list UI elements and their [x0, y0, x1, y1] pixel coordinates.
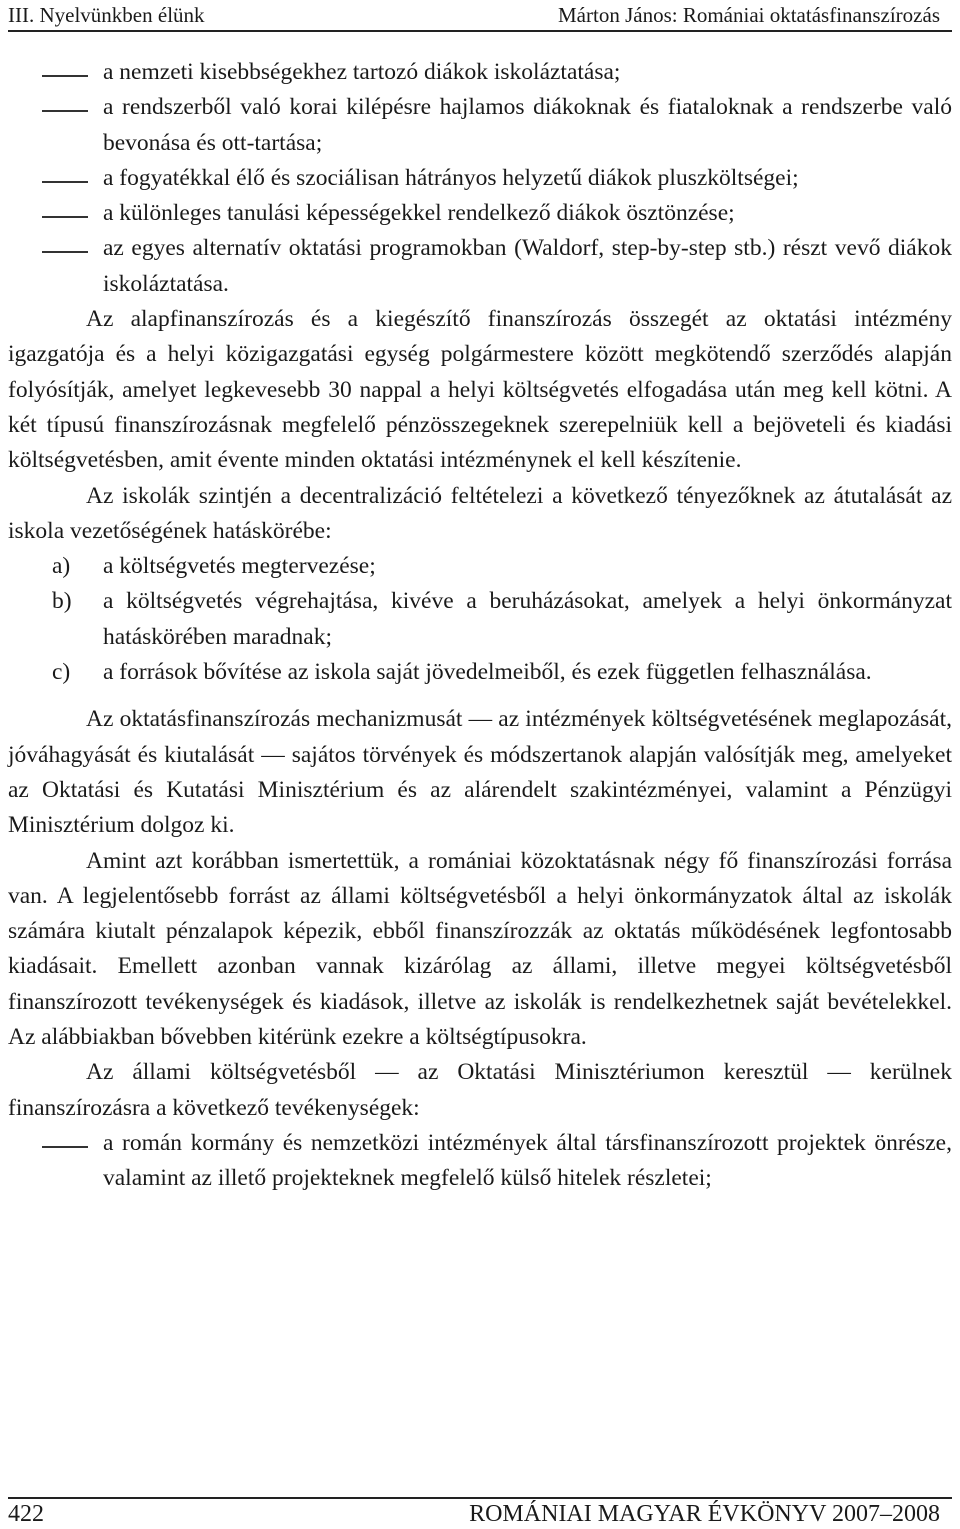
- paragraph: Az oktatásfinanszírozás mechanizmusát — az intézmények költségvetésének meglapozását, jóváhagyását és kiutalását — sajátos törvények és módszertanok alapján valósítják meg, amelyeket az Oktatási és Kutatási Minisztérium és az alárendelt szakintézményei, valamint a Pénzügyi Minisztérium dolgoz ki.: [8, 706, 952, 839]
- paragraph: Amint azt korábban ismertettük, a romániai közoktatásnak négy fő finanszírozási forrása van. A legjelentősebb forrást az állami költségvetésből a helyi önkormányzatok által az iskolák számára kiutalt pénzalapok képezik, ebből finanszírozzák az oktatás működésének legfontosabb kiadásait. Emellett azonban vannak kizárólag az állami, illetve megyei költségvetésből finanszírozott tevékenységek és kiadások, illetve az iskolák is rendelkezhetnek saját bevételekkel. Az alábbiakban bővebben kitérünk ezekre a költségtípusokra.: [8, 847, 952, 1051]
- list-item: [8, 1126, 952, 1197]
- list-item: [8, 655, 952, 690]
- list-item-text: a nemzeti kisebbségekhez tartozó diákok iskoláztatása;: [103, 59, 621, 85]
- list-item: [8, 90, 952, 161]
- list-item-text: a román kormány és nemzetközi intézmények által társfinanszírozott projektek önrésze, valamint az illető projekteknek megfelelő külső hitelek részletei;: [103, 1129, 952, 1192]
- list-item: [8, 196, 952, 231]
- header-section-title: III. Nyelvünkben élünk: [8, 3, 205, 27]
- list-item-text: a költségvetés megtervezése;: [103, 553, 376, 580]
- list-marker: c): [52, 659, 71, 686]
- paragraph: Az alapfinanszírozás és a kiegészítő finanszírozás összegét az oktatási intézmény igazgatója és a helyi közigazgatási egység polgármestere között megkötendő szerződés alapján folyósítják, amelyet legkevesebb 30 nappal a helyi költségvetés elfogadása után meg kell kötni. A két típusú finanszírozásnak megfelelő pénzösszegeknek szerepelniük kell a bejöveteli és kiadási költségvetésben, amit évente minden oktatási intézménynek el kell készítenie.: [8, 306, 952, 474]
- list-item: [8, 231, 952, 302]
- running-header: [8, 0, 952, 32]
- list-marker: b): [52, 588, 72, 615]
- publication-title: ROMÁNIAI MAGYAR ÉVKÖNYV 2007–2008: [469, 1501, 940, 1527]
- footer-divider: [8, 1497, 952, 1499]
- list-item: [8, 161, 952, 196]
- list-item-text: a fogyatékkal élő és szociálisan hátrányos helyzetű diákok pluszköltségei;: [103, 164, 799, 191]
- list-item-text: az egyes alternatív oktatási programokban (Waldorf, step-by-step stb.) részt vevő diákok iskoláztatása.: [103, 235, 952, 297]
- list-item-text: a rendszerből való korai kilépésre hajlamos diákoknak és fiataloknak a rendszerbe való bevonása és ott-tartása;: [103, 94, 952, 156]
- list-item-text: a költségvetés végrehajtása, kivéve a beruházásokat, amelyek a helyi önkormányzat hatáskörében maradnak;: [103, 588, 952, 650]
- list-item-text: a különleges tanulási képességekkel rendelkező diákok ösztönzése;: [103, 200, 735, 227]
- list-item: [8, 549, 952, 584]
- paragraph: Az iskolák szintjén a decentralizáció feltételezi a következő tényezőknek az átutalását az iskola vezetőségének hatáskörébe:: [8, 482, 952, 544]
- running-footer: [8, 1500, 952, 1529]
- header-article-title: Márton János: Romániai oktatásfinanszírozás: [558, 3, 940, 27]
- list-item: [8, 55, 952, 90]
- page-body: [8, 55, 952, 1197]
- list-item-text: a források bővítése az iskola saját jövedelmeiből, és ezek független felhasználása.: [103, 659, 872, 686]
- paragraph: Az állami költségvetésből — az Oktatási Minisztériumon keresztül — kerülnek finanszírozásra a következő tevékenységek:: [8, 1059, 952, 1121]
- list-item: [8, 584, 952, 655]
- list-marker: a): [52, 553, 71, 580]
- page-number: 422: [8, 1501, 44, 1527]
